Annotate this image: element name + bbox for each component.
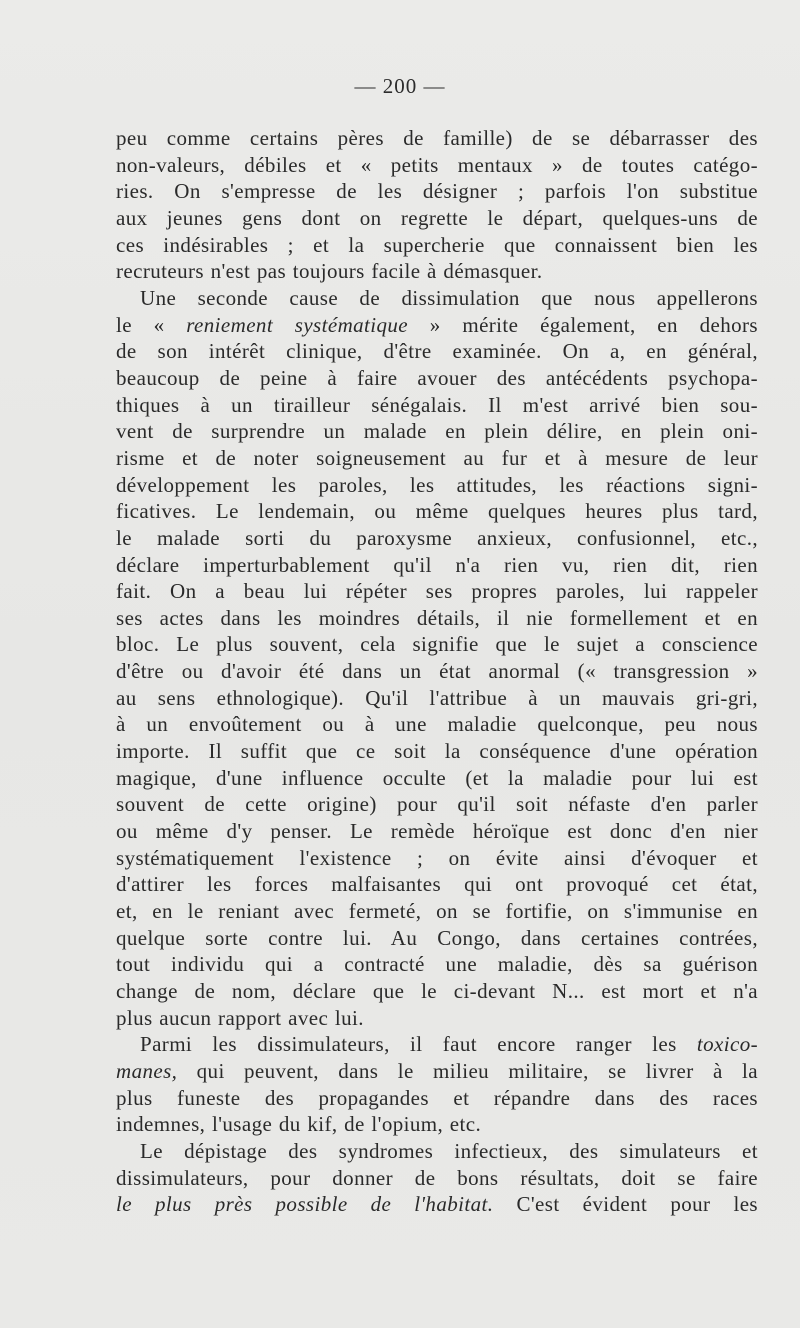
text-line: Le dépistage des syndromes infectieux, des simulateurs et xyxy=(140,1138,758,1163)
text-line: bloc. Le plus souvent, cela signifie que le sujet a conscience xyxy=(116,632,758,657)
text-line: de son intérêt clinique, d'être examinée. On a, en général, xyxy=(116,339,758,364)
text-line: et, en le reniant avec fermeté, on se fortifie, on s'immunise en xyxy=(116,899,758,924)
text-line: plus funeste des propagandes et répandre dans des races xyxy=(116,1085,758,1110)
text-line: au sens ethnologique). Qu'il l'attribue à un mauvais gri-gri, xyxy=(116,685,758,710)
paragraph-3 xyxy=(116,1031,758,1138)
italic-phrase: manes, xyxy=(116,1058,178,1083)
text-line: beaucoup de peine à faire avouer des antécédents psychopa- xyxy=(116,365,758,390)
text-line: tout individu qui a contracté une maladie, dès sa guérison xyxy=(116,952,758,977)
text-line: à un envoûtement ou à une maladie quelconque, peu nous xyxy=(116,712,758,737)
text-line: développement les paroles, les attitudes, les réactions signi- xyxy=(116,472,758,497)
text-fragment: qui peuvent, dans le milieu militaire, se livrer à la xyxy=(177,1058,758,1083)
paragraph-2 xyxy=(116,285,758,1031)
text-line: non-valeurs, débiles et « petits mentaux » de toutes catégo- xyxy=(116,152,758,177)
text-line: change de nom, déclare que le ci-devant N... est mort et n'a xyxy=(116,979,758,1003)
text-line: Une seconde cause de dissimulation que nous appellerons xyxy=(140,285,758,310)
text-line xyxy=(116,1058,758,1085)
text-fragment: le « xyxy=(116,312,187,337)
text-line: quelque sorte contre lui. Au Congo, dans certaines contrées, xyxy=(116,925,758,950)
text-fragment: » mérite également, en dehors xyxy=(408,312,759,337)
text-line: thiques à un tirailleur sénégalais. Il m'est arrivé bien sou- xyxy=(116,392,758,417)
text-line: plus aucun rapport avec lui. xyxy=(116,1005,364,1030)
text-line: recruteurs n'est pas toujours facile à démasquer. xyxy=(116,259,543,284)
text-line xyxy=(116,1191,758,1218)
text-line: ces indésirables ; et la supercherie que connaissent bien les xyxy=(116,232,758,257)
text-line: systématiquement l'existence ; on évite ainsi d'évoquer et xyxy=(116,845,758,870)
text-line: déclare imperturbablement qu'il n'a rien vu, rien dit, rien xyxy=(116,552,758,577)
text-line: risme et de noter soigneusement au fur et à mesure de leur xyxy=(116,445,758,470)
text-line: fait. On a beau lui répéter ses propres paroles, lui rappeler xyxy=(116,579,758,604)
text-line: aux jeunes gens dont on regrette le départ, quelques-uns de xyxy=(116,205,758,230)
text-line: ries. On s'empresse de les désigner ; parfois l'on substitue xyxy=(116,179,758,204)
text-line: souvent de cette origine) pour qu'il soit néfaste d'en parler xyxy=(116,792,758,817)
text-fragment: Parmi les dissimulateurs, il faut encore ranger les xyxy=(140,1032,697,1057)
text-line: magique, d'une influence occulte (et la maladie pour lui est xyxy=(116,765,758,790)
paragraph-4 xyxy=(116,1138,758,1218)
text-line: importe. Il suffit que ce soit la conséquence d'une opération xyxy=(116,739,758,764)
italic-phrase: le plus près possible de l'habitat. xyxy=(116,1192,494,1217)
text-line: ses actes dans les moindres détails, il nie formellement et en xyxy=(116,605,758,630)
text-line xyxy=(116,312,758,339)
text-line: ficatives. Le lendemain, ou même quelques heures plus tard, xyxy=(116,499,758,524)
text-fragment: C'est évident pour les xyxy=(493,1192,758,1217)
text-line: dissimulateurs, pour donner de bons résultats, doit se faire xyxy=(116,1165,758,1190)
text-line: d'être ou d'avoir été dans un état anormal (« transgression » xyxy=(116,659,758,684)
text-line: le malade sorti du paroxysme anxieux, confusionnel, etc., xyxy=(116,525,758,550)
text-line: peu comme certains pères de famille) de se débarrasser des xyxy=(116,126,758,150)
text-line xyxy=(116,1031,758,1058)
paragraph-1 xyxy=(116,125,758,285)
body-text xyxy=(116,125,758,1218)
italic-phrase: toxico- xyxy=(696,1032,758,1057)
text-line: d'attirer les forces malfaisantes qui ont provoqué cet état, xyxy=(116,872,758,897)
italic-phrase: reniement systématique xyxy=(186,312,409,337)
text-line: vent de surprendre un malade en plein délire, en plein oni- xyxy=(116,419,758,444)
page-number: — 200 — xyxy=(354,74,446,98)
text-line: indemnes, l'usage du kif, de l'opium, etc. xyxy=(116,1112,482,1137)
text-line: ou même d'y penser. Le remède héroïque est donc d'en nier xyxy=(116,819,758,844)
